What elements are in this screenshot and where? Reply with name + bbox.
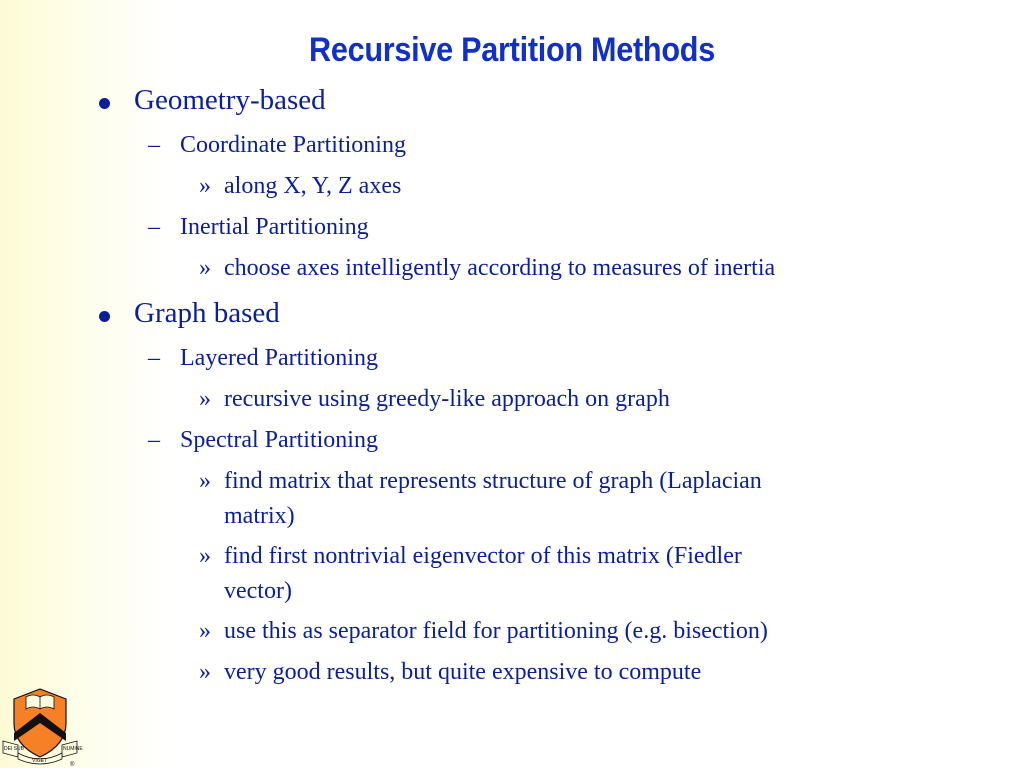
chevron-marker: »	[199, 255, 211, 281]
list-item-find-eigenvector: find first nontrivial eigenvector of this matrix (Fiedler	[224, 543, 742, 569]
dash-marker: –	[148, 132, 160, 158]
list-item-inertial-partitioning: Inertial Partitioning	[180, 214, 369, 240]
list-item-spectral-partitioning: Spectral Partitioning	[180, 427, 378, 453]
dash-marker: –	[148, 427, 160, 453]
list-item-choose-axes: choose axes intelligently according to measures of inertia	[224, 255, 776, 281]
list-item-find-matrix: find matrix that represents structure of graph (Laplacian	[224, 468, 762, 494]
registered-mark: ®	[70, 762, 75, 768]
list-item-good-results: very good results, but quite expensive to compute	[224, 659, 702, 685]
chevron-marker: »	[199, 173, 211, 199]
dash-marker: –	[148, 214, 160, 240]
chevron-marker: »	[199, 468, 211, 494]
list-item-xyz-axes: along X, Y, Z axes	[224, 173, 402, 199]
logo-motto-left: DEI SUB	[4, 746, 25, 752]
list-item-geometry-based: Geometry-based	[134, 84, 326, 116]
chevron-marker: »	[199, 386, 211, 412]
dash-marker: –	[148, 345, 160, 371]
list-item-recursive-greedy: recursive using greedy-like approach on graph	[224, 386, 670, 412]
logo-motto-bottom: VIGET	[32, 758, 48, 764]
bullet-dot	[99, 311, 110, 322]
chevron-marker: »	[199, 543, 211, 569]
list-item-find-eigenvector-continued: vector)	[224, 578, 292, 604]
list-item-graph-based: Graph based	[134, 297, 280, 329]
princeton-shield-icon	[0, 683, 83, 768]
slide-title: Recursive Partition Methods	[309, 31, 715, 69]
list-item-layered-partitioning: Layered Partitioning	[180, 345, 378, 371]
list-item-separator-field: use this as separator field for partitioning (e.g. bisection)	[224, 618, 768, 644]
chevron-marker: »	[199, 659, 211, 685]
list-item-find-matrix-continued: matrix)	[224, 503, 295, 529]
logo-motto-right: NUMINE	[63, 746, 83, 752]
chevron-marker: »	[199, 618, 211, 644]
bullet-dot	[99, 98, 110, 109]
list-item-coordinate-partitioning: Coordinate Partitioning	[180, 132, 406, 158]
